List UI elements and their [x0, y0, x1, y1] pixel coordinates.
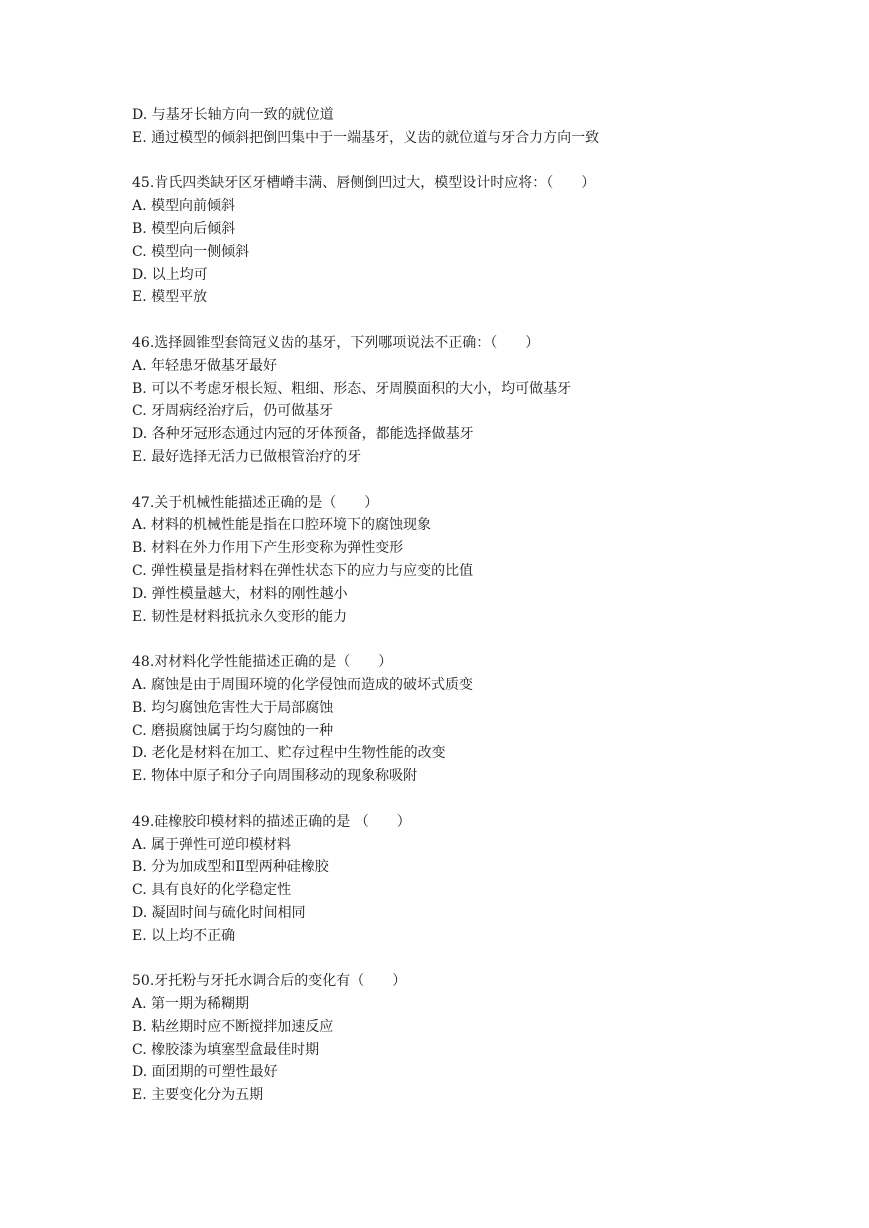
- option-c: C. 牙周病经治疗后，仍可做基牙: [132, 403, 334, 420]
- option-e: E. 最好选择无活力已做根管治疗的牙: [132, 448, 362, 465]
- question-46: [132, 332, 832, 469]
- option-d: D. 凝固时间与硫化时间相同: [132, 904, 306, 921]
- option-d: D. 弹性模量越大，材料的刚性越小: [132, 585, 348, 602]
- option-a: A. 年轻患牙做基牙最好: [132, 357, 278, 374]
- option-d: D. 与基牙长轴方向一致的就位道: [132, 107, 334, 123]
- option-d: D. 老化是材料在加工、贮存过程中生物性能的改变: [132, 745, 446, 762]
- spacer: [132, 788, 832, 811]
- option-a: A. 属于弹性可逆印模材料: [132, 836, 292, 853]
- question-48: [132, 651, 832, 788]
- option-b: B. 均匀腐蚀危害性大于局部腐蚀: [132, 699, 334, 716]
- option-c: C. 弹性模量是指材料在弹性状态下的应力与应变的比值: [132, 562, 474, 579]
- question-49: [132, 811, 832, 948]
- option-a: A. 第一期为稀糊期: [132, 996, 250, 1013]
- option-a: A. 模型向前倾斜: [132, 198, 236, 215]
- option-d: D. 面团期的可塑性最好: [132, 1064, 278, 1081]
- question-stem: 50.牙托粉与牙托水调合后的变化有（ ）: [132, 973, 407, 990]
- option-b: B. 可以不考虑牙根长短、粗细、形态、牙周膜面积的大小，均可做基牙: [132, 380, 572, 397]
- document-page: [132, 104, 832, 1107]
- option-c: C. 模型向一侧倾斜: [132, 243, 250, 260]
- question-44-tail: [132, 104, 832, 150]
- question-47: [132, 492, 832, 629]
- question-stem: 46.选择圆锥型套筒冠义齿的基牙，下列哪项说法不正确：（ ）: [132, 334, 540, 351]
- option-a: A. 腐蚀是由于周围环境的化学侵蚀而造成的破坏式质变: [132, 676, 474, 693]
- option-e: E. 主要变化分为五期: [132, 1087, 264, 1104]
- spacer: [132, 150, 832, 173]
- question-stem: 49.硅橡胶印模材料的描述正确的是 （ ）: [132, 813, 411, 830]
- question-45: [132, 172, 832, 309]
- spacer: [132, 469, 832, 492]
- option-b: B. 分为加成型和Ⅱ型两种硅橡胶: [132, 859, 329, 876]
- option-c: C. 磨损腐蚀属于均匀腐蚀的一种: [132, 722, 334, 739]
- option-b: B. 模型向后倾斜: [132, 220, 236, 237]
- option-e: E. 通过模型的倾斜把倒凹集中于一端基牙，义齿的就位道与牙合力方向一致: [132, 129, 600, 146]
- question-stem: 48.对材料化学性能描述正确的是（ ）: [132, 654, 393, 671]
- spacer: [132, 309, 832, 332]
- question-50: [132, 970, 832, 1107]
- option-e: E. 韧性是材料抵抗永久变形的能力: [132, 608, 348, 625]
- option-d: D. 各种牙冠形态通过内冠的牙体预备，都能选择做基牙: [132, 426, 474, 443]
- option-c: C. 具有良好的化学稳定性: [132, 882, 292, 899]
- spacer: [132, 947, 832, 970]
- question-stem: 47.关于机械性能描述正确的是（ ）: [132, 494, 379, 511]
- option-e: E. 模型平放: [132, 289, 208, 306]
- spacer: [132, 628, 832, 651]
- option-c: C. 橡胶漆为填塞型盒最佳时期: [132, 1041, 320, 1058]
- option-b: B. 材料在外力作用下产生形变称为弹性变形: [132, 540, 404, 557]
- question-stem: 45.肯氏四类缺牙区牙槽嵴丰满、唇侧倒凹过大，模型设计时应将：（ ）: [132, 175, 596, 192]
- option-e: E. 以上均不正确: [132, 927, 236, 944]
- option-a: A. 材料的机械性能是指在口腔环境下的腐蚀现象: [132, 517, 432, 534]
- option-b: B. 粘丝期时应不断搅拌加速反应: [132, 1018, 334, 1035]
- option-d: D. 以上均可: [132, 266, 208, 283]
- option-e: E. 物体中原子和分子向周围移动的现象称吸附: [132, 768, 418, 785]
